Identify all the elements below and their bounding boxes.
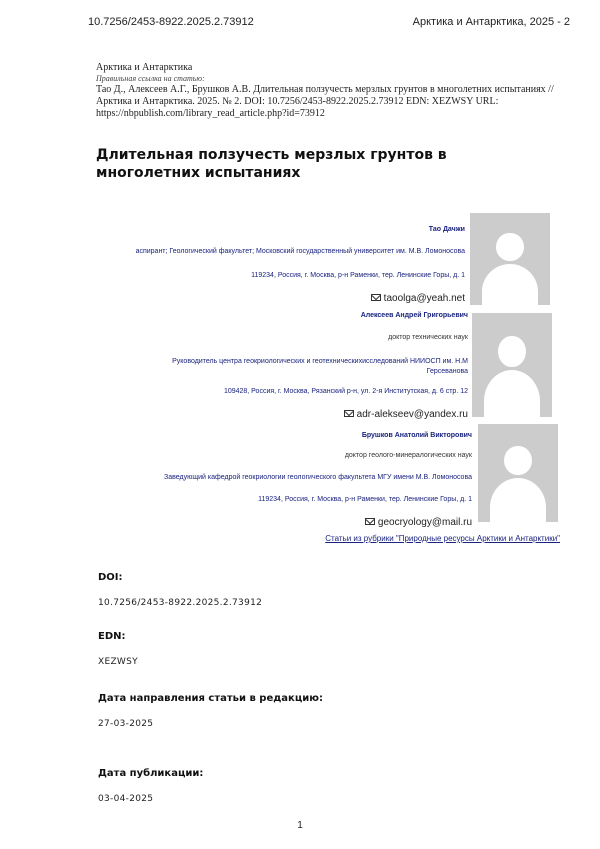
published-date-value: 03-04-2025: [98, 794, 154, 804]
avatar-body-icon: [482, 264, 538, 305]
citation-label: Правильная ссылка на статью:: [96, 74, 205, 83]
header-journal-issue: Арктика и Антарктика, 2025 - 2: [412, 16, 570, 28]
avatar-body-icon: [484, 370, 540, 417]
author-3-info: [92, 432, 472, 528]
author-1-name: Тао Дачжи: [428, 226, 465, 233]
edn-label: EDN:: [98, 631, 126, 642]
submitted-date-value: 27-03-2025: [98, 719, 154, 729]
author-1-photo: [470, 213, 550, 305]
header-doi: 10.7256/2453-8922.2025.2.73912: [88, 16, 254, 28]
edn-value: XEZWSY: [98, 657, 138, 667]
submitted-date-label: Дата направления статьи в редакцию:: [98, 693, 323, 704]
author-1-email-text: taoolga@yeah.net: [383, 293, 465, 304]
author-3-photo: [478, 424, 558, 522]
rubric-articles-link[interactable]: Статьи из рубрики "Природные ресурсы Арктики и Антарктики": [325, 534, 560, 543]
page-number: 1: [297, 820, 303, 831]
author-2-position: Руководитель центра геокриологических и геотехническихисследований НИИОСП им. Н.М Герсеванова: [172, 358, 468, 375]
author-1-email[interactable]: [85, 293, 465, 304]
author-3-name: Брушков Анатолий Викторович: [361, 432, 472, 439]
author-1-info: [85, 226, 465, 304]
author-3-address: 119234, Россия, г. Москва, р-н Раменки, тер. Ленинские Горы, д. 1: [258, 496, 472, 503]
author-1-address: 119234, Россия, г. Москва, р-н Раменки, тер. Ленинские Горы, д. 1: [251, 272, 465, 279]
author-3-email[interactable]: [92, 517, 472, 528]
author-3-email-text: geocryology@mail.ru: [377, 517, 472, 528]
doi-value: 10.7256/2453-8922.2025.2.73912: [98, 598, 263, 608]
author-2-email[interactable]: [108, 409, 468, 420]
citation-block: [96, 62, 556, 120]
author-3-degree: доктор геолого-минералогических наук: [344, 452, 472, 459]
author-2-info: [108, 312, 468, 420]
envelope-icon: [365, 518, 375, 525]
avatar-body-icon: [490, 478, 546, 522]
article-title: Длительная ползучесть мерзлых грунтов в многолетних испытаниях: [96, 147, 447, 181]
author-2-address: 109428, Россия, г. Москва, Рязанский р-н, ул. 2-я Институтская, д. 6 стр. 12: [223, 388, 468, 395]
author-2-email-text: adr-alekseev@yandex.ru: [356, 409, 468, 420]
avatar-head-icon: [498, 336, 525, 367]
published-date-label: Дата публикации:: [98, 768, 204, 779]
author-2-photo: [472, 313, 552, 417]
doi-label: DOI:: [98, 572, 123, 583]
citation-journal: Арктика и Антарктика: [96, 62, 193, 73]
author-1-affiliation: аспирант; Геологический факультет; Московский государственный университет им. М.В. Ломоносова: [135, 248, 465, 255]
avatar-head-icon: [496, 233, 523, 261]
author-3-position: Заведующий кафедрой геокриологии геологического факультета МГУ имени М.В. Ломоносова: [164, 474, 472, 481]
author-2-degree: доктор технических наук: [388, 334, 468, 341]
envelope-icon: [371, 294, 381, 301]
citation-text: Тао Д., Алексеев А.Г., Брушков А.В. Длительная ползучесть мерзлых грунтов в многолетних испытаниях // Арктика и Антарктика. 2025. № 2. DOI: 10.7256/2453-8922.2025.2.73912 EDN: XEZWSY URL: https://nbpublish.com/library_read_article.php?id=73912: [96, 84, 554, 119]
avatar-head-icon: [504, 446, 531, 475]
envelope-icon: [344, 410, 354, 417]
author-2-name: Алексеев Андрей Григорьевич: [360, 312, 468, 319]
